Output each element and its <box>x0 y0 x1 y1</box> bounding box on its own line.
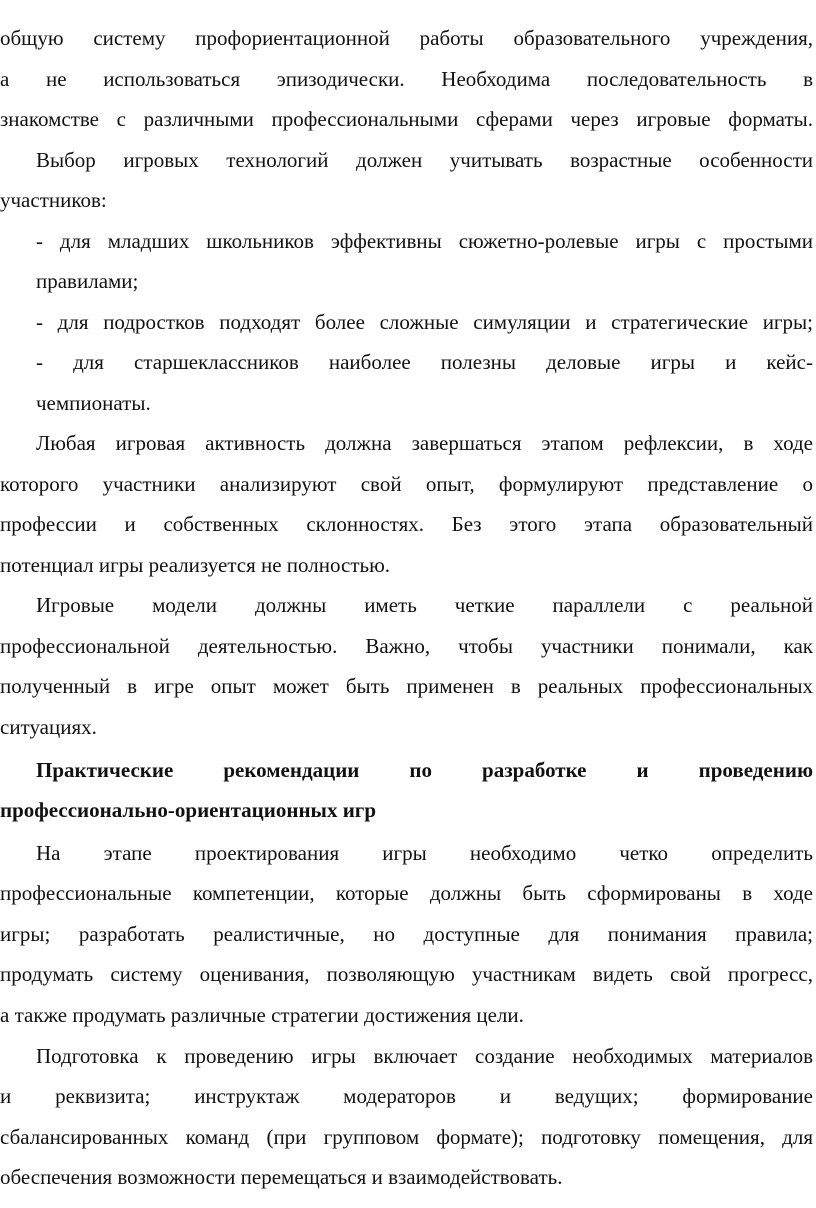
paragraph-line: ситуациях. <box>0 715 97 739</box>
paragraph-line: профессиональные компетенции, которые должны быть сформированы в ходе <box>0 881 813 905</box>
paragraph-line: которого участники анализируют свой опыт, формулируют представление о <box>0 472 813 496</box>
paragraph-line: а также продумать различные стратегии достижения цели. <box>0 1003 524 1027</box>
paragraph-line: профессии и собственных склонностях. Без этого этапа образовательный <box>0 512 813 536</box>
paragraph-line: игры; разработать реалистичные, но доступные для понимания правила; <box>0 922 813 946</box>
list-item-line: чемпионаты. <box>36 391 151 415</box>
list-item-line: - для старшеклассников наиболее полезны деловые игры и кейс- <box>36 350 813 374</box>
paragraph-line: знакомстве с различными профессиональными сферами через игровые форматы. <box>0 107 813 131</box>
list-item-line: - для подростков подходят более сложные симуляции и стратегические игры; <box>36 310 813 334</box>
paragraph-line: обеспечения возможности перемещаться и взаимодействовать. <box>0 1165 563 1189</box>
paragraph-line: На этапе проектирования игры необходимо четко определить <box>36 841 813 865</box>
paragraph-line: полученный в игре опыт может быть применен в реальных профессиональных <box>0 674 813 698</box>
paragraph-line: а не использоваться эпизодически. Необходима последовательность в <box>0 67 813 91</box>
paragraph-line: потенциал игры реализуется не полностью. <box>0 553 391 577</box>
section-heading: Практические рекомендации по разработке и проведению <box>36 758 813 782</box>
paragraph-line: участников: <box>0 188 107 212</box>
paragraph-line: сбалансированных команд (при групповом формате); подготовку помещения, для <box>0 1125 813 1149</box>
paragraph-line: и реквизита; инструктаж модераторов и ведущих; формирование <box>0 1084 813 1108</box>
list-item-line: - для младших школьников эффективны сюжетно-ролевые игры с простыми <box>36 229 813 253</box>
list-item-line: правилами; <box>36 269 139 293</box>
paragraph-line: Подготовка к проведению игры включает создание необходимых материалов <box>36 1044 813 1068</box>
paragraph-line: Игровые модели должны иметь четкие параллели с реальной <box>36 593 813 617</box>
paragraph-line: продумать систему оценивания, позволяющую участникам видеть свой прогресс, <box>0 962 813 986</box>
paragraph-line: Любая игровая активность должна завершаться этапом рефлексии, в ходе <box>36 431 813 455</box>
section-heading: профессионально-ориентационных игр <box>0 798 377 822</box>
paragraph-line: Выбор игровых технологий должен учитывать возрастные особенности <box>36 148 813 172</box>
paragraph-line: общую систему профориентационной работы образовательного учреждения, <box>0 26 813 50</box>
paragraph-line: профессиональной деятельностью. Важно, чтобы участники понимали, как <box>0 634 813 658</box>
